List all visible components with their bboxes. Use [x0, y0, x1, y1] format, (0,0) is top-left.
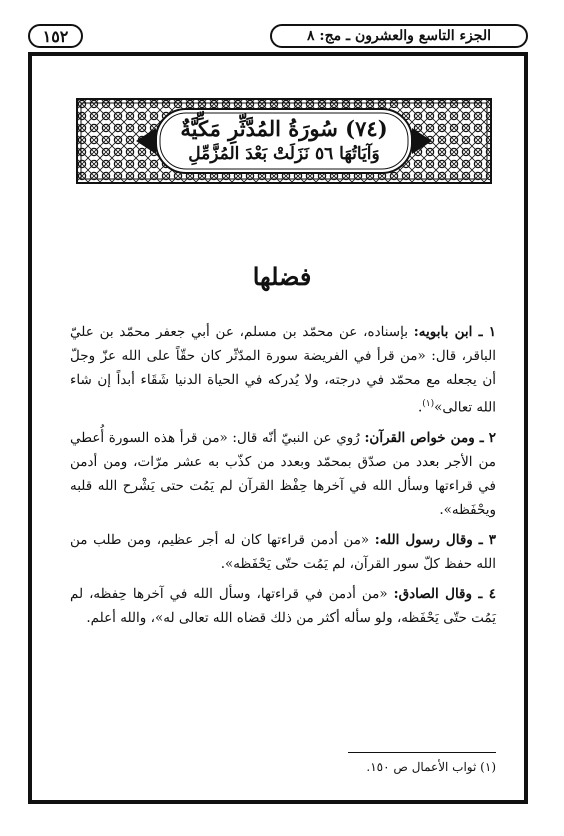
- paragraph-3: [70, 528, 496, 576]
- footnote-divider: [348, 752, 496, 753]
- paragraph-text: «من أدمن في قراءتها، وسأل الله في آخرها حِفظه، لم يَمُت حتّى يَحْفَظه، ولو سأله أكثر من ذلك قضاه الله تعالى له»، والله أعلم.: [70, 585, 496, 626]
- surah-name: (٧٤) سُورَةُ المُدَّثِّرِ مَكِّيَّةٌ: [180, 116, 388, 141]
- banner-text: [76, 98, 492, 184]
- running-title: الجزء التاسع والعشرون ـ مج: ٨: [270, 24, 528, 48]
- paragraph-lead: ٢ ـ ومن خواص القرآن:: [364, 429, 497, 446]
- body-text: [70, 320, 496, 636]
- surah-banner: [76, 98, 492, 184]
- footnote-ref: (١): [422, 399, 435, 409]
- paragraph-lead: ١ ـ ابن بابويه:: [413, 324, 496, 340]
- paragraph-2: [70, 426, 496, 522]
- paragraph-4: [70, 582, 496, 630]
- section-title: فضلها: [252, 262, 312, 291]
- paragraph-lead: ٤ ـ وقال الصادق:: [393, 585, 497, 602]
- page-number: ١٥٢: [28, 24, 83, 48]
- paragraph-text: بإسناده، عن محمّد بن مسلم، عن أبي جعفر محمّد بن عليّ الباقر، قال: «من قرأ في الفريضة سورة المدّثّر كان حقّاً على الله عزّ وجلّ أن يجعله مع محمّد في درجته، ولا يُدركه في الحياة الدنيا شَقَاء أبداً إن شاء الله تعالى»: [70, 324, 496, 416]
- page-header: [28, 24, 528, 52]
- paragraph-text: «من أدمن قراءتها كان له أجر عظيم، ومن طلب من الله حفظ كلّ سور القرآن، لم يَمُت حتّى يَحْفَظه».: [70, 531, 496, 572]
- paragraph-1: ١ ـ ابن بابويه: بإسناده، عن محمّد بن مسلم، عن أبي جعفر محمّد بن عليّ الباقر، قال: «من قرأ في الفريضة سورة المدّثّر كان حقّاً على الله عزّ وجلّ أن يجعله مع محمّد في درجته، ولا يُدركه في الحياة الدنيا شَقَاء أبداً إن شاء الله تعالى»$^{(١)}$.: [70, 324, 496, 416]
- paragraph-text: رُوي عن النبيّ أنّه قال: «من قرأ هذه السورة أُعطي من الأجر بعدد من صدّق بمحمّد وبعدد من كذّب به عشر مرّات، ومن أدمن في قراءتها وسأل الله في آخرها حِفْظ القرآن لم يَمُت حتى يَشْرح الله قلبه ويحْفَظه».: [70, 429, 496, 518]
- paragraph-lead: ٣ ـ وقال رسول الله:: [374, 531, 496, 548]
- surah-info: وَآيَاتُهَا ٥٦ نَزَلَتْ بَعْدَ المُزَّمِّلِ: [188, 144, 380, 164]
- footnote: (١) ثواب الأعمال ص ١٥٠.: [366, 760, 496, 774]
